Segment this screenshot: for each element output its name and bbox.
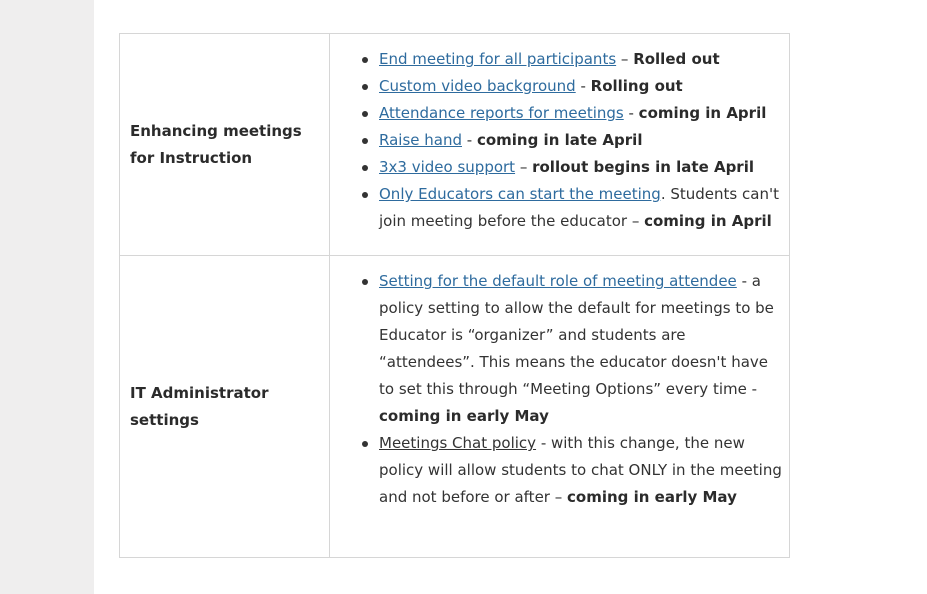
list-item xyxy=(330,73,789,100)
row-detail-cell xyxy=(330,256,790,558)
status-text: Rolling out xyxy=(590,77,683,95)
left-gutter xyxy=(0,0,94,594)
item-text: - xyxy=(462,131,477,149)
status-text: coming in early May xyxy=(567,488,737,506)
bullet-icon xyxy=(362,111,368,117)
bullet-icon xyxy=(362,57,368,63)
row-label-cell xyxy=(120,256,330,558)
row-label: IT Administrator settings xyxy=(130,383,269,429)
row-detail-cell xyxy=(330,34,790,256)
item-text: - xyxy=(575,77,591,95)
feature-link[interactable]: End meeting for all participants xyxy=(379,50,617,68)
feature-list xyxy=(330,256,789,511)
status-text: coming in late April xyxy=(476,131,643,149)
status-text: rollout begins in late April xyxy=(532,158,754,176)
status-text: coming in April xyxy=(644,212,772,230)
table-row xyxy=(120,34,790,256)
feature-link[interactable]: Meetings Chat policy xyxy=(379,434,537,452)
bullet-icon xyxy=(362,279,368,285)
list-item xyxy=(330,268,789,430)
feature-list xyxy=(330,34,789,235)
status-text: coming in early May xyxy=(379,407,549,425)
bullet-icon xyxy=(362,138,368,144)
bullet-icon xyxy=(362,165,368,171)
feature-link[interactable]: Raise hand xyxy=(379,131,462,149)
feature-link[interactable]: Attendance reports for meetings xyxy=(379,104,624,122)
feature-link[interactable]: 3x3 video support xyxy=(379,158,516,176)
item-text: – xyxy=(515,158,533,176)
feature-link[interactable]: Only Educators can start the meeting xyxy=(379,185,661,203)
bullet-icon xyxy=(362,441,368,447)
item-text: - with this change, the new policy will allow students to chat ONLY in the meeting and not before or after – xyxy=(379,434,782,506)
row-label: Enhancing meetings for Instruction xyxy=(130,121,302,167)
status-text: Rolled out xyxy=(633,50,720,68)
bullet-icon xyxy=(362,192,368,198)
feature-link[interactable]: Setting for the default role of meeting attendee xyxy=(379,272,737,290)
item-text: – xyxy=(616,50,634,68)
item-text: - a policy setting to allow the default for meetings to be Educator is “organizer” and students are “attendees”. This means the educator doesn't have to set this through “Meeting Options” every time - xyxy=(379,272,774,398)
list-item xyxy=(330,127,789,154)
features-table xyxy=(119,33,790,558)
row-label-cell xyxy=(120,34,330,256)
bullet-icon xyxy=(362,84,368,90)
list-item xyxy=(330,100,789,127)
list-item xyxy=(330,154,789,181)
item-text: . Students can't join meeting before the educator – xyxy=(379,185,779,230)
list-item xyxy=(330,430,789,511)
list-item xyxy=(330,181,789,235)
status-text: coming in April xyxy=(638,104,767,122)
feature-link[interactable]: Custom video background xyxy=(379,77,576,95)
list-item xyxy=(330,46,789,73)
item-text: - xyxy=(623,104,639,122)
table-row xyxy=(120,256,790,558)
